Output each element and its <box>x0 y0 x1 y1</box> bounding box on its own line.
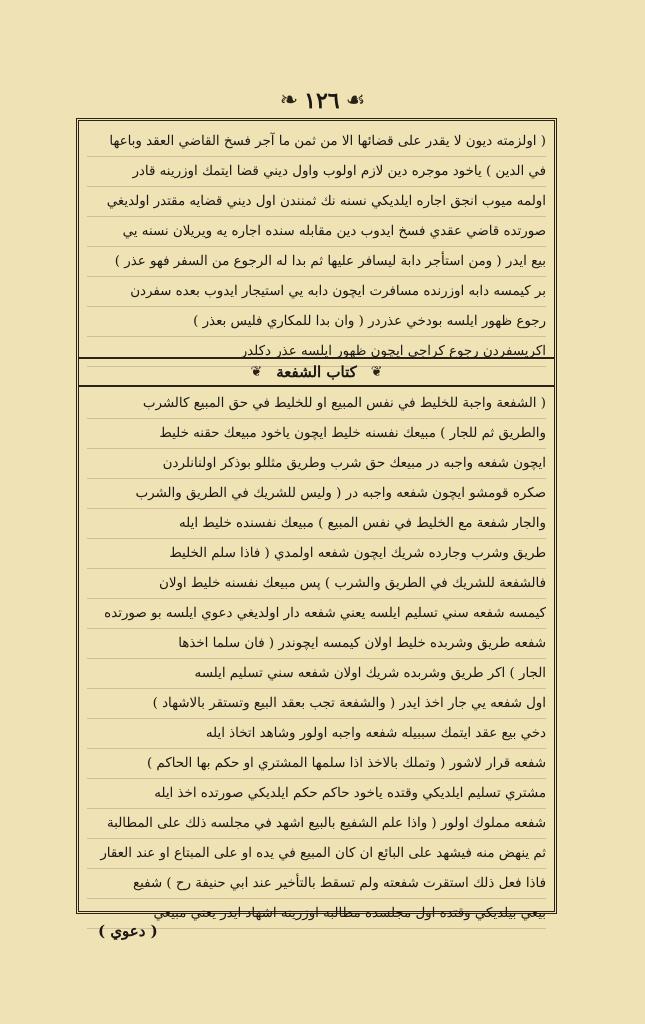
text-line: ( الشفعة واجبة للخليط في نفس المبيع او للخليط في حق المبيع كالشرب <box>87 389 546 419</box>
text-line: بر كيمسه دابه اوزرنده مسافرت ايچون دابه يي استيجار ايدوب بعده سفردن <box>87 277 546 307</box>
text-line: شفعه طريق وشربده خليط اولان كيمسه ايچوندر ( فان سلما اخذها <box>87 629 546 659</box>
text-line: اكريسفردن رجوع كراجي ايچون ظهور ايلسه عذر دكلدر <box>87 337 546 367</box>
text-line: فاذا فعل ذلك استقرت شفعته ولم تسقط بالتأخير عند ابي حنيفة رح ) شفيع <box>87 869 546 899</box>
text-line: ( اولزمته ديون لا يقدر على قضائها الا من ثمن ما آجر فسخ القاضي العقد وباعها <box>87 127 546 157</box>
text-line: مشتري تسليم ايلديكي وقتده ياخود حاكم حكم ايلديكي صورتده اخذ ايله <box>87 779 546 809</box>
page-number: ١٢٦ <box>304 88 340 114</box>
text-line: كيمسه شفعه سني تسليم ايلسه يعني شفعه دار اولديغي دعوي ايلسه بو صورتده <box>87 599 546 629</box>
left-ornament-icon: ❧ <box>279 88 299 113</box>
text-line: والجار شفعة مع الخليط في نفس المبيع ) مبيعك نفسنده خليط ايله <box>87 509 546 539</box>
title-ornament-icon: ❦ <box>250 364 263 380</box>
text-line: في الدين ) ياخود موجره دين لازم اولوب واول ديني قضا ايتمك اوزرينه قادر <box>87 157 546 187</box>
text-line: ايچون شفعه واجبه در مبيعك حق شرب وطريق مثللو بوذكر اولنانلردن <box>87 449 546 479</box>
text-line: دخي بيع عقد ايتمك سببيله شفعه واجبه اولور وشاهد اتخاذ ايله <box>87 719 546 749</box>
title-ornament-icon: ❦ <box>370 364 383 380</box>
text-line: شفعه مملوك اولور ( واذا علم الشفيع بالبيع اشهد في مجلسه ذلك على المطالبة <box>87 809 546 839</box>
text-line: ثم ينهض منه فيشهد على البائع ان كان المبيع في يده او على المبتاع او عند العقار <box>87 839 546 869</box>
first-text-block <box>87 127 546 367</box>
text-line: بيع ايدر ( ومن استأجر دابة ليسافر عليها ثم بدا له الرجوع من السفر فهو عذر ) <box>87 247 546 277</box>
catchword: ( دعوي ) <box>98 922 158 940</box>
text-line: طريق وشرب وجارده شريك ايچون شفعه اولمدي ( فاذا سلم الخليط <box>87 539 546 569</box>
text-line: شفعه قرار لاشور ( وتملك بالاخذ اذا سلمها المشتري او حكم بها الحاكم ) <box>87 749 546 779</box>
text-line: اولمه ميوب انجق اجاره ايلديكي نسنه نك ثمنندن اول ديني قضايه مقتدر اولديغي <box>87 187 546 217</box>
text-line: فالشفعة للشريك في الطريق والشرب ) پس مبيعك نفسنه خليط اولان <box>87 569 546 599</box>
text-line: الجار ) اكر طريق وشربده شريك اولان شفعه سني تسليم ايلسه <box>87 659 546 689</box>
text-line: اول شفعه يي جار اخذ ايدر ( والشفعة تجب بعقد البيع وتستقر بالاشهاد ) <box>87 689 546 719</box>
section-title-text: كتاب الشفعة <box>276 363 357 381</box>
text-line: والطريق ثم للجار ) مبيعك نفسنه خليط ايچون ياخود مبيعك حقنه خليط <box>87 419 546 449</box>
text-frame <box>76 118 557 921</box>
text-line: صكره قومشو ايچون شفعه واجبه در ( وليس للشريك في الطريق والشرب <box>87 479 546 509</box>
section-title <box>79 357 554 387</box>
second-text-block <box>87 389 546 929</box>
text-line: صورتده قاضي عقدي فسخ ايدوب دين مقابله سنده اجاره يه ويريلان نسنه يي <box>87 217 546 247</box>
right-ornament-icon: ☙ <box>345 88 366 113</box>
page-header <box>0 86 645 116</box>
text-line: رجوع ظهور ايلسه بودخي عذردر ( وان بدا للمكاري فليس بعذر ) <box>87 307 546 337</box>
text-line: بيعي بيلديكي وقتده اول مجلسده مطالبه اوزرينه اشهاد ايدر يعني مبيعي <box>87 899 546 929</box>
